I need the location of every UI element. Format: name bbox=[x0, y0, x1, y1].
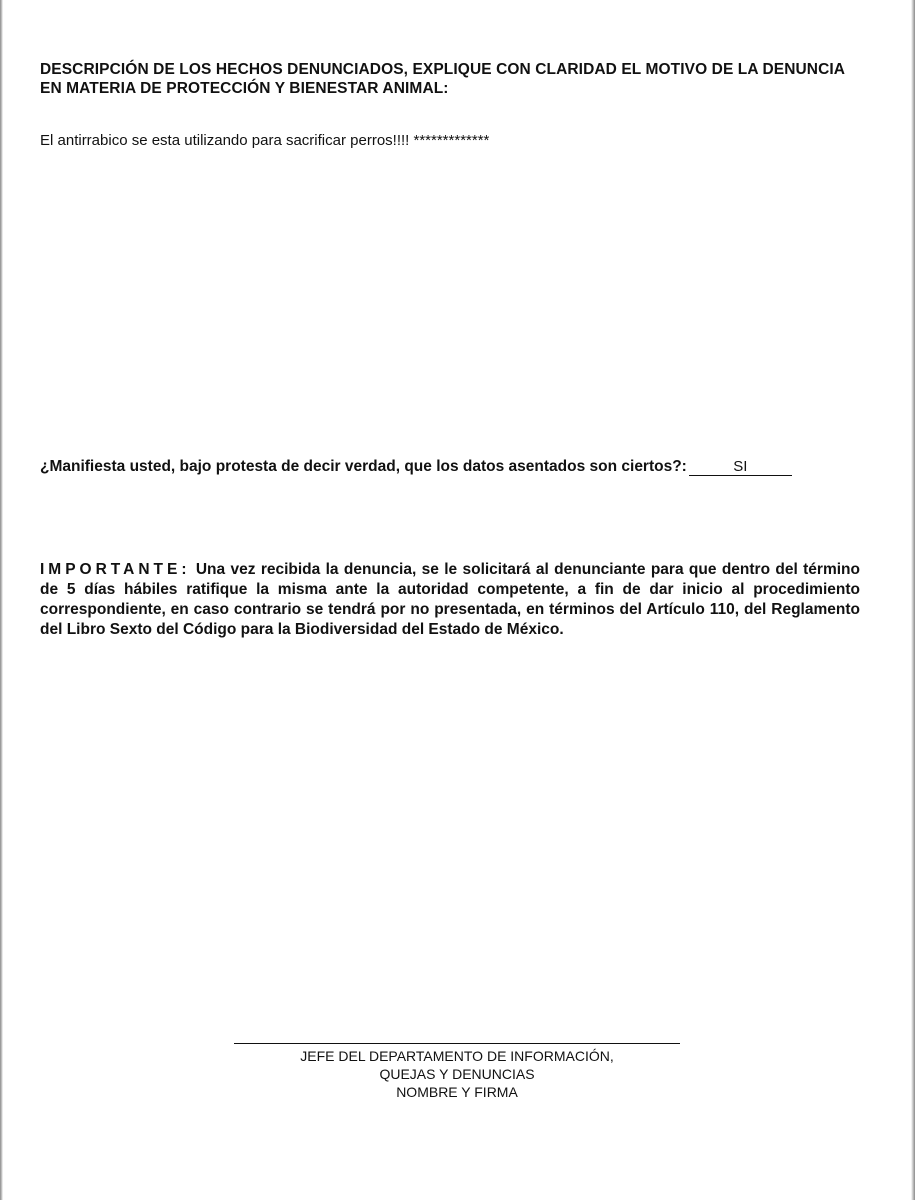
declaration-question: ¿Manifiesta usted, bajo protesta de decir verdad, que los datos asentados son ciertos?: bbox=[40, 458, 687, 475]
important-notice bbox=[40, 560, 860, 640]
truth-declaration bbox=[40, 456, 870, 478]
complaint-description: El antirrabico se esta utilizando para sacrificar perros!!!! ************* bbox=[40, 132, 490, 149]
signature-title-line1: JEFE DEL DEPARTAMENTO DE INFORMACIÓN, bbox=[300, 1048, 614, 1064]
page-edge-right bbox=[911, 0, 915, 1200]
page-edge-left bbox=[0, 0, 3, 1200]
signature-line bbox=[234, 1043, 680, 1044]
important-text: Una vez recibida la denuncia, se le solicitará al denunciante para que dentro del término de 5 días hábiles ratifique la misma ante la autoridad competente, a fin de dar inicio al procedimiento correspondiente, en caso contrario se tendrá por no presentada, en términos del Artículo 110, del Reglamento del Libro Sexto del Código para la Biodiversidad del Estado de México. bbox=[40, 561, 860, 638]
signature-title-line2: QUEJAS Y DENUNCIAS bbox=[379, 1066, 535, 1082]
signature-block bbox=[234, 1047, 680, 1101]
section-heading: DESCRIPCIÓN DE LOS HECHOS DENUNCIADOS, EXPLIQUE CON CLARIDAD EL MOTIVO DE LA DENUNCIA EN MATERIA DE PROTECCIÓN Y BIENESTAR ANIMAL: bbox=[40, 61, 845, 97]
declaration-answer: SI bbox=[689, 458, 792, 476]
important-label: IMPORTANTE: bbox=[40, 561, 191, 578]
signature-caption: NOMBRE Y FIRMA bbox=[396, 1084, 518, 1100]
